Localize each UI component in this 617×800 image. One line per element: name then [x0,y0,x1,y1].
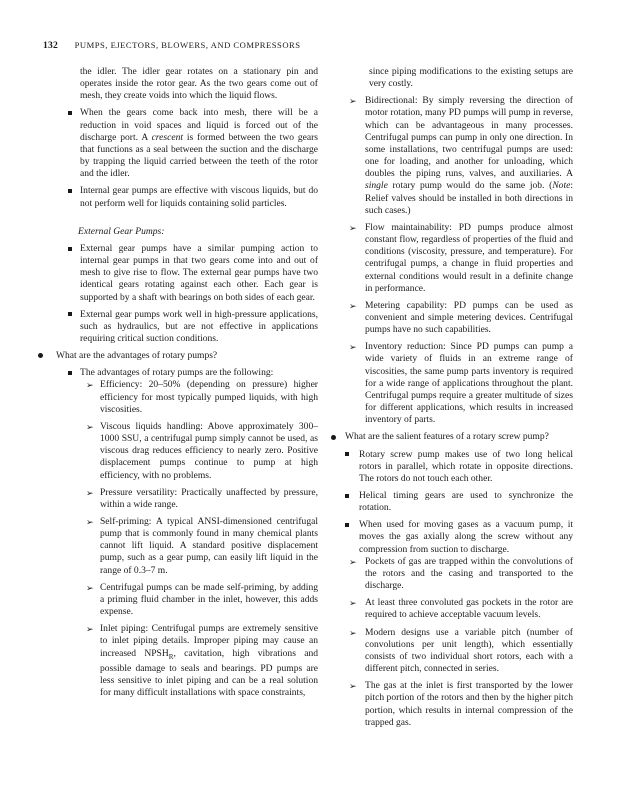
question-advantages: What are the advantages of rotary pumps? [48,350,318,362]
screw-detail-convoluted: ➢ At least three convoluted gas pockets in the rotor are required to achieve acceptable vacuum levels. [349,597,573,621]
list-item: Rotary screw pump makes use of two long helical rotors in parallel, which rotate in opposite directions. The rotors do not touch each other. [337,449,573,485]
advantage-flow: ➢ Flow maintainability: PD pumps produce almost constant flow, regardless of properties of the fluid and conditions (viscosity, pressure, and temperature). For centrifugal pumps, a change in fluid properties and external conditions would result in a definite change in performance. [349,221,573,294]
advantage-priming-chamber: ➢ Centrifugal pumps can be made self-priming, by adding a priming fluid chamber in the inlet, however, this adds expense. [86,581,318,618]
square-bullet-icon [68,185,72,197]
right-column [337,66,573,729]
square-bullet-icon [68,107,72,119]
advantage-self-priming: ➢ Self-priming: A typical ANSI-dimensioned centrifugal pump that is commonly found in many chemical plants cannot lift liquid. A standard positive displacement pump, such as a gear pump, can easily lift liquid in the range of 0.3–7 m. [86,516,318,576]
arrow-bullet-icon: ➢ [349,342,357,353]
round-bullet-icon [331,431,336,443]
list-item: Helical timing gears are used to synchronize the rotation. [337,490,573,514]
list-item: When used for moving gases as a vacuum pump, it moves the gas axially along the screw without any compression from suction to discharge. [337,519,573,555]
arrow-bullet-icon: ➢ [349,300,357,311]
page-number: 132 [43,40,58,51]
square-bullet-icon [345,490,349,502]
arrow-bullet-icon: ➢ [86,421,94,432]
advantage-inlet-piping: ➢ Inlet piping: Centrifugal pumps are extremely sensitive to inlet piping details. Improper piping may cause an increased $NPSH_R$, cavitation, high vibrations and possible damage to seals and bearings. PD pumps are less sensitive to inlet piping and can be a real solution for many difficult installations with space constraints, [86,623,319,698]
list-item: Internal gear pumps are effective with viscous liquids, but do not perform well for liquids containing solid particles. [48,185,318,209]
advantage-metering: ➢ Metering capability: PD pumps can be used as convenient and simple metering devices. Centrifugal pumps have no such capabilities. [349,299,573,336]
arrow-bullet-icon: ➢ [349,598,357,609]
square-bullet-icon [68,243,72,255]
list-item: The advantages of rotary pumps are the following: [48,367,318,379]
advantage-efficiency: ➢ Efficiency: 20–50% (depending on pressure) higher efficiency for most typically pumped liquids, with high viscosities. [86,379,318,415]
question-screw-pump: What are the salient features of a rotary screw pump? [337,431,573,443]
arrow-bullet-icon: ➢ [86,517,94,527]
arrow-bullet-icon: ➢ [86,487,94,498]
square-bullet-icon [345,519,349,531]
arrow-bullet-icon: ➢ [349,96,357,107]
idler-paragraph: the idler. The idler gear rotates on a stationary pin and operates inside the rotor gear. As the two gears come out of mesh, they create voids into which the liquid flows. [80,66,318,102]
left-column [48,66,318,699]
square-bullet-icon [345,449,349,461]
arrow-bullet-icon: ➢ [86,624,94,635]
list-item: External gear pumps have a similar pumping action to internal gear pumps in that two gears come into and out of mesh to give rise to flow. The external gear pumps have two identical gears rotating against each other. Each gear is supported by a shaft with bearings on both sides of each gear. [48,243,318,304]
list-item: External gear pumps work well in high-pressure applications, such as hydraulics, but are not effective in applications requiring critical suction conditions. [48,309,318,345]
square-bullet-icon [68,309,72,321]
screw-detail-pockets: ➢ Pockets of gas are trapped within the convolutions of the rotors and the casing and transported to the discharge. [349,555,573,592]
advantage-viscous: ➢ Viscous liquids handling: Above approximately 300–1000 SSU, a centrifugal pump simply cannot be used, as viscous drag reduces efficiency to nearly zero. Positive displacement pumps continue to pump at high efficiency, with no problems. [86,420,318,481]
arrow-bullet-icon: ➢ [86,582,94,593]
advantage-pressure: ➢ Pressure versatility: Practically unaffected by pressure, within a wide range. [86,486,318,510]
square-bullet-icon [68,367,72,379]
arrow-bullet-icon: ➢ [349,222,357,233]
list-item: When the gears come back into mesh, there will be a reduction in void spaces and liquid is forced out of the discharge port. A crescent is formed between the two gears that functions as a seal between the suction and the discharge by trapping the liquid carried between the teeth of the rotor and the idler. [48,107,318,180]
advantage-bidirectional: ➢ Bidirectional: By simply reversing the direction of motor rotation, many PD pumps will pump in reverse, which can be advantageous in many processes. Centrifugal pumps can pump in only one direction. In some installations, two centrifugal pumps are used: one for loading, and another for unloading, which doubles the piping runs, valves, and auxiliaries. A single rotary pump would do the same job. (Note: Relief valves should be installed in both directions in such cases.) [349,95,573,216]
screw-detail-variable-pitch: ➢ Modern designs use a variable pitch (number of convolutions per unit length), which essentially consists of two individual short rotors, each with a different pitch, connected in series. [349,626,573,675]
arrow-bullet-icon: ➢ [349,627,357,638]
arrow-bullet-icon: ➢ [86,380,94,391]
external-gear-pumps-heading: External Gear Pumps: [78,225,165,237]
screw-detail-compression: ➢ The gas at the inlet is first transported by the lower pitch portion of the rotors and then by the higher pitch portion, which results in internal compression of the trapped gas. [349,680,573,728]
continued-paragraph: since piping modifications to the existing setups are very costly. [369,66,573,90]
arrow-bullet-icon: ➢ [349,556,357,567]
running-header [43,40,301,51]
running-title: PUMPS, EJECTORS, BLOWERS, AND COMPRESSORS [74,40,301,50]
advantage-inventory: ➢ Inventory reduction: Since PD pumps can pump a wide variety of fluids in an extreme range of viscosities, the same pump parts inventory is required for a wide range of applications throughout the plant. Centrifugal pumps require a greater multitude of sizes for different applications, which results in increased inventory of parts. [349,341,573,426]
round-bullet-icon [38,350,43,362]
arrow-bullet-icon: ➢ [349,681,357,692]
